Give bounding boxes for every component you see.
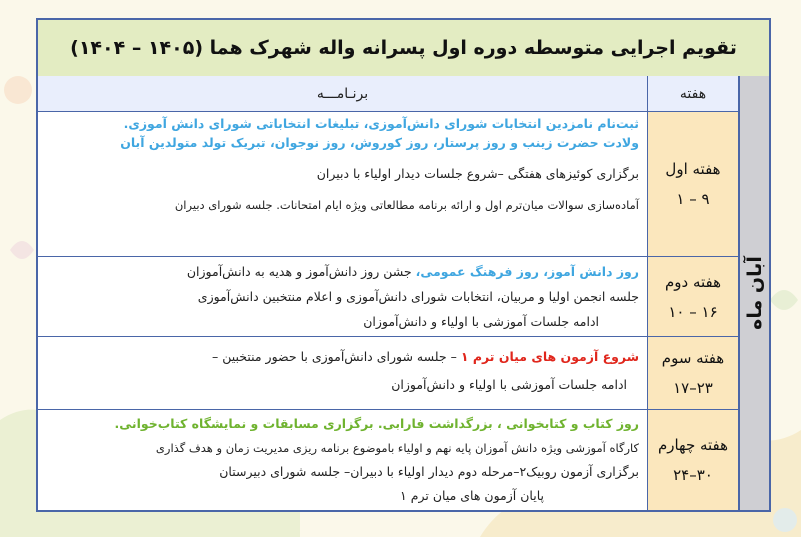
program-cell	[38, 112, 647, 256]
program-cell	[38, 410, 647, 510]
calendar-table	[36, 18, 771, 512]
table-header	[38, 76, 738, 112]
program-line: برگزاری کوئیزهای هفتگی –شروع جلسات دیدار اولیاء با دبیران	[316, 166, 639, 181]
week-cell	[647, 257, 738, 336]
month-label: آبان ماه	[743, 256, 766, 330]
week-label: هفته چهارم	[657, 436, 729, 454]
week-cell	[647, 337, 738, 409]
program-line: روز کتاب و کتابخوانی ، بزرگداشت فارابی. برگزاری مسابقات و نمایشگاه کتاب‌خوانی.	[114, 416, 639, 431]
page-title: تقویم اجرایی متوسطه دوره اول پسرانه واله شهرک هما (۱۴۰۵ – ۱۴۰۴)	[38, 20, 769, 78]
program-highlight: روز دانش آموز، روز فرهنگ عمومی،	[415, 264, 639, 279]
program-cell	[38, 337, 647, 409]
program-text: جشن روز دانش‌آموز و هدیه به دانش‌آموزان	[186, 264, 416, 279]
program-line: ثبت‌نام نامزدین انتخابات شورای دانش‌آموزی، تبلیغات انتخاباتی شورای دانش آموزی.	[123, 116, 639, 131]
program-line: ولادت حضرت زینب و روز پرستار، روز کوروش، روز نوجوان، تبریک تولد متولدین آبان	[120, 135, 639, 150]
week-label: هفته دوم	[664, 272, 722, 291]
program-line: ادامه جلسات آموزشی با اولیاء و دانش‌آموزان	[391, 377, 627, 392]
program-cell	[38, 257, 647, 336]
table-row	[38, 112, 738, 257]
program-line: آماده‌سازی سوالات میان‌ترم اول و ارائه برنامه مطالعاتی ویژه ایام امتحانات. جلسه شورای دبیران	[174, 198, 639, 212]
program-line: برگزاری آزمون روبیک۲–مرحله دوم دیدار اولیاء با دبیران– جلسه شورای دبیرستان	[219, 464, 639, 479]
table-row	[38, 410, 738, 510]
header-week: هفته	[647, 76, 738, 111]
week-range: ۹ – ۱	[676, 190, 710, 208]
week-range: ۱۶ – ۱۰	[668, 302, 718, 321]
table-row	[38, 257, 738, 337]
week-cell	[647, 410, 738, 510]
header-program: برنـامـــه	[316, 85, 369, 102]
program-line	[44, 259, 639, 284]
program-line: کارگاه آموزشی ویژه دانش آموزان پایه نهم و اولیاء باموضوع برنامه ریزی مدیریت زمان و هدف گذاری	[155, 441, 639, 455]
program-line: جلسه انجمن اولیا و مربیان، انتخابات شورای دانش‌آموزی و اعلام منتخبین دانش‌آموزی	[197, 289, 639, 304]
week-label: هفته سوم	[661, 349, 725, 367]
program-highlight: شروع آزمون های میان ترم ۱	[460, 349, 639, 364]
week-label: هفته اول	[665, 160, 721, 178]
week-range: ۲۳–۱۷	[673, 379, 713, 397]
week-range: ۳۰–۲۴	[673, 466, 713, 484]
table-row	[38, 337, 738, 410]
program-line: ادامه جلسات آموزشی با اولیاء و دانش‌آموزان	[363, 314, 599, 329]
month-cell	[738, 76, 769, 510]
program-line	[44, 343, 639, 371]
program-text: – جلسه شورای دانش‌آموزی با حضور منتخبین –	[211, 349, 461, 364]
week-cell	[647, 112, 738, 256]
program-line: پایان آزمون های میان ترم ۱	[400, 488, 544, 503]
